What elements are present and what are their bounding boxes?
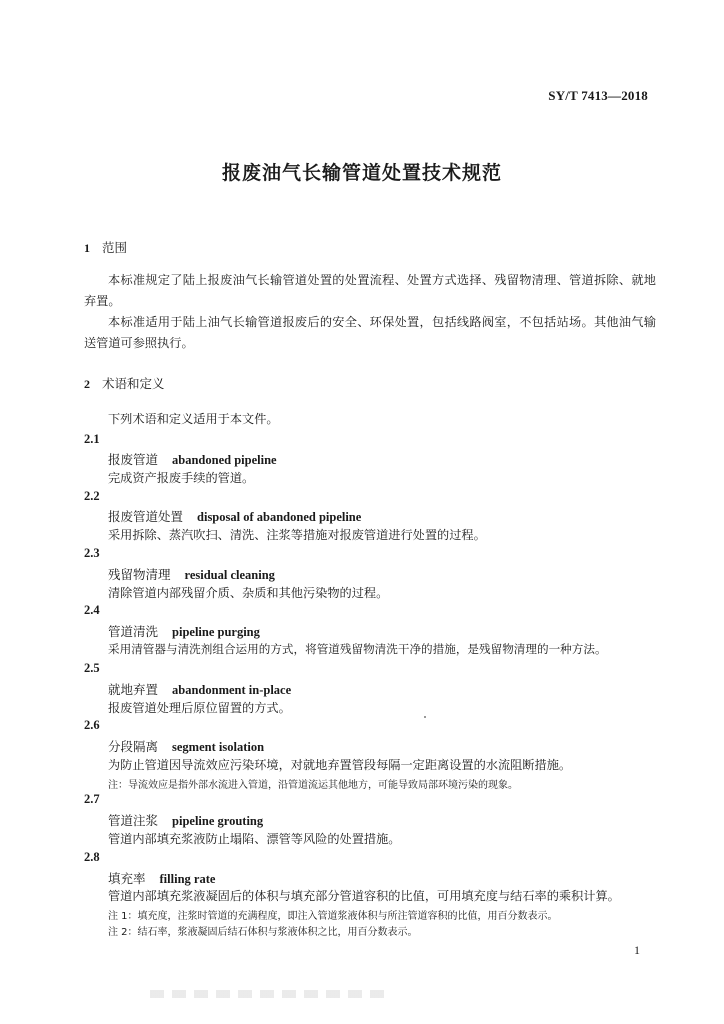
- section-title: 术语和定义: [102, 376, 165, 391]
- clause-number: 2.3: [84, 546, 100, 560]
- term-entry: [108, 565, 275, 583]
- term-en: abandonment in-place: [172, 683, 292, 697]
- term-zh: 报废管道: [108, 452, 159, 467]
- term-definition: 报废管道处理后原位留置的方式。: [108, 701, 291, 715]
- term-definition: 管道内部填充浆液凝固后的体积与填充部分管道容积的比值，可用填充度与结石率的乘积计算。: [108, 889, 620, 903]
- term-en: filling rate: [159, 872, 216, 886]
- term-note-2: 注 2：结石率，浆液凝固后结石体积与浆液体积之比，用百分数表示。: [108, 927, 418, 938]
- term-zh: 填充率: [108, 871, 146, 886]
- clause-number: 2.4: [84, 603, 100, 617]
- term-en: abandoned pipeline: [172, 453, 277, 467]
- term-zh: 分段隔离: [108, 739, 159, 754]
- section-number: 1: [84, 241, 90, 255]
- term-en: residual cleaning: [184, 568, 275, 582]
- section-title: 范围: [102, 240, 128, 255]
- term-en: segment isolation: [172, 740, 265, 754]
- section-heading-terms: [84, 374, 165, 392]
- scope-paragraph-1: 本标准规定了陆上报废油气长输管道处置的处置流程、处置方式选择、残留物清理、管道拆除、就地弃置。: [84, 273, 656, 308]
- term-entry: [108, 450, 277, 468]
- standard-code: SY/T 7413—2018: [548, 88, 648, 103]
- term-entry: [108, 811, 263, 829]
- clause-number: 2.2: [84, 489, 100, 503]
- section-number: 2: [84, 377, 90, 391]
- section-heading-scope: [84, 238, 127, 256]
- term-zh: 报废管道处置: [108, 509, 184, 524]
- term-entry: [108, 680, 291, 698]
- term-entry: [108, 507, 361, 525]
- term-zh: 残留物清理: [108, 567, 171, 582]
- page-number: 1: [634, 943, 640, 957]
- scan-speck: [424, 716, 426, 718]
- terms-intro: 下列术语和定义适用于本文件。: [108, 412, 279, 426]
- term-en: disposal of abandoned pipeline: [197, 510, 362, 524]
- clause-number: 2.1: [84, 432, 100, 446]
- term-zh: 管道注浆: [108, 813, 159, 828]
- document-title: 报废油气长输管道处置技术规范: [221, 162, 502, 184]
- term-note-1: 注 1：填充度，注浆时管道的充满程度，即注入管道浆液体积与所注管道容积的比值，用百分数表示。: [108, 911, 558, 922]
- term-zh: 就地弃置: [108, 682, 159, 697]
- term-en: pipeline grouting: [172, 814, 264, 828]
- term-note: 注：导流效应是指外部水流进入管道，沿管道流运其他地方，可能导致局部环境污染的现象。: [108, 780, 518, 791]
- bleed-through-smudge: [150, 990, 390, 998]
- term-entry: [108, 869, 215, 887]
- term-definition: 完成资产报废手续的管道。: [108, 471, 255, 485]
- term-definition: 管道内部填充浆液防止塌陷、漂管等风险的处置措施。: [108, 832, 401, 846]
- clause-number: 2.6: [84, 718, 100, 732]
- term-definition: 采用拆除、蒸汽吹扫、清洗、注浆等措施对报废管道进行处置的过程。: [108, 528, 486, 542]
- clause-number: 2.8: [84, 850, 100, 864]
- scope-paragraph-2: 本标准适用于陆上油气长输管道报废后的安全、环保处置，包括线路阀室，不包括站场。其他油气输送管道可参照执行。: [84, 315, 656, 350]
- term-en: pipeline purging: [172, 625, 260, 639]
- term-entry: [108, 737, 264, 755]
- clause-number: 2.7: [84, 792, 100, 806]
- clause-number: 2.5: [84, 661, 100, 675]
- term-definition: 清除管道内部残留介质、杂质和其他污染物的过程。: [108, 586, 389, 600]
- term-entry: [108, 622, 260, 640]
- term-zh: 管道清洗: [108, 624, 159, 639]
- term-definition: 为防止管道因导流效应污染环境，对就地弃置管段每隔一定距离设置的水流阻断措施。: [108, 758, 572, 772]
- term-definition: 采用清管器与清洗剂组合运用的方式，将管道残留物清洗干净的措施，是残留物清理的一种方法。: [108, 642, 607, 656]
